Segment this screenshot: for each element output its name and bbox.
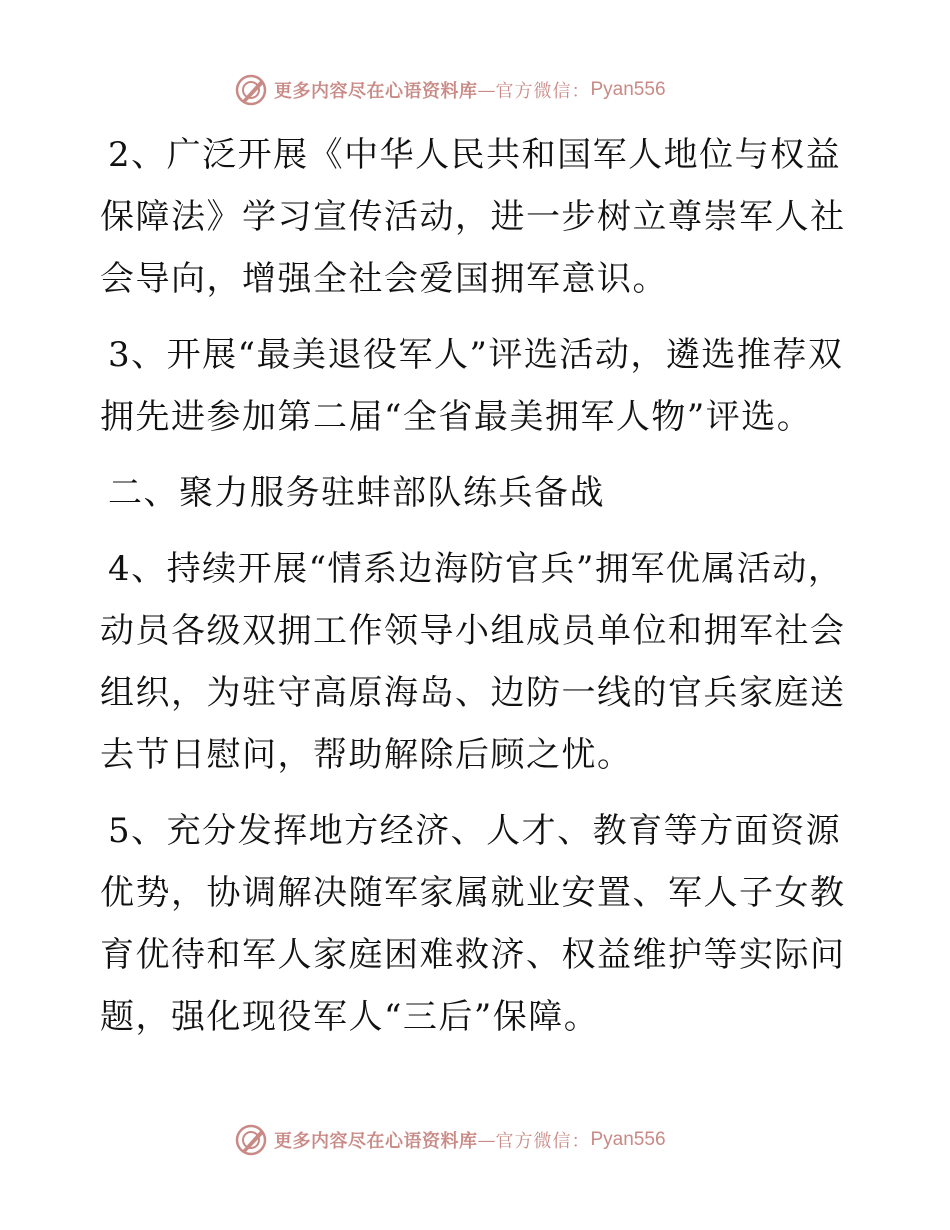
watermark-main-text: 更多内容尽在心语资料库: [274, 81, 478, 102]
paragraph-2: 2、广泛开展《中华人民共和国军人地位与权益保障法》学习宣传活动，进一步树立尊崇军人社会导向，增强全社会爱国拥军意识。: [100, 135, 846, 299]
paragraph-5: 5、充分发挥地方经济、人才、教育等方面资源优势，协调解决随军家属就业安置、军人子女教育优待和军人家庭困难救济、权益维护等实际问题，强化现役军人“三后”保障。: [100, 811, 846, 1037]
document-body: [100, 124, 860, 1062]
watermark-sub-text: 官方微信：: [495, 1131, 591, 1152]
watermark-logo-icon: [234, 73, 268, 107]
watermark-main-text: 更多内容尽在心语资料库: [274, 1131, 478, 1152]
watermark-wechat-id: Pyan556: [590, 1129, 666, 1150]
watermark-wechat-id: Pyan556: [590, 79, 666, 100]
watermark-sub-text: 官方微信：: [495, 81, 591, 102]
watermark-header: [234, 72, 666, 108]
watermark-dash: —: [477, 1129, 496, 1151]
watermark-dash: —: [477, 79, 496, 101]
paragraph-3: 3、开展“最美退役军人”评选活动，遴选推荐双拥先进参加第二届“全省最美拥军人物”评选。: [100, 335, 844, 437]
watermark-footer: [234, 1122, 666, 1158]
watermark-logo-icon: [234, 1123, 268, 1157]
paragraph-4: 4、持续开展“情系边海防官兵”拥军优属活动，动员各级双拥工作领导小组成员单位和拥军社会组织，为驻守高原海岛、边防一线的官兵家庭送去节日慰问，帮助解除后顾之忧。: [100, 549, 846, 775]
section-heading: 二、聚力服务驻蚌部队练兵备战: [108, 473, 605, 513]
